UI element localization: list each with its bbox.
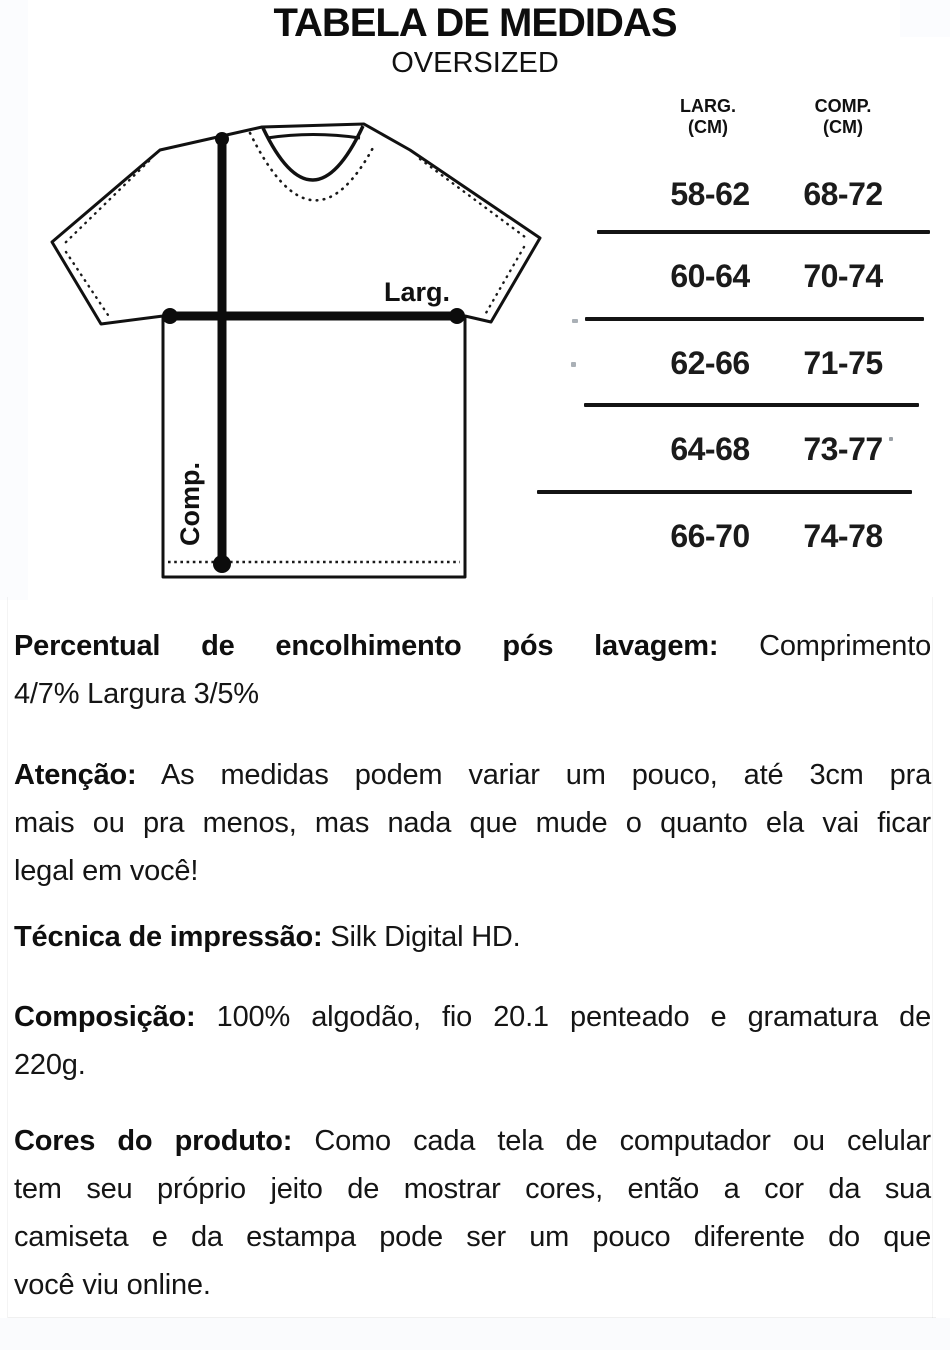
column-header-width	[638, 96, 778, 138]
note-text: Silk Digital HD.	[330, 921, 521, 953]
note-text: 220g.	[14, 1049, 86, 1081]
note-text: camiseta e da estampa pode ser um pouco diferente do que	[14, 1221, 931, 1253]
note-text: Comprimento	[759, 630, 931, 662]
note-line	[14, 1165, 931, 1213]
width-label: Larg.	[383, 277, 451, 307]
page-bottom-shade	[0, 1318, 950, 1350]
tshirt-diagram	[38, 100, 573, 595]
note-line	[14, 1041, 931, 1089]
product-colors-note	[14, 1117, 931, 1309]
page-title: TABELA DE MEDIDAS	[273, 1, 677, 45]
note-text: Como cada tela de computador ou celular	[314, 1125, 932, 1157]
card-border-bottom	[8, 1317, 936, 1318]
note-line	[14, 670, 931, 718]
note-lead: Cores do produto:	[14, 1125, 293, 1157]
row-divider	[597, 230, 930, 234]
note-lead: Composição:	[14, 1001, 196, 1033]
note-line	[14, 799, 931, 847]
note-lead: Técnica de impressão:	[14, 921, 323, 953]
composition-note	[14, 993, 931, 1089]
width-value: 66-70	[670, 518, 750, 554]
page-margin-shade	[0, 0, 28, 600]
width-value: 62-66	[670, 345, 750, 381]
width-measure-right-dot	[449, 308, 465, 324]
length-value: 74-78	[803, 518, 883, 554]
column-header-length-line2: (CM)	[823, 117, 863, 137]
note-text: As medidas podem variar um pouco, até 3cm pra	[160, 759, 931, 791]
width-value: 60-64	[670, 258, 750, 294]
note-line	[14, 1261, 931, 1309]
note-line	[14, 913, 931, 961]
length-value: 73-77	[803, 431, 883, 467]
note-line	[14, 622, 931, 670]
card-border-right	[932, 597, 933, 1318]
note-line	[14, 1117, 931, 1165]
note-text: legal em você!	[14, 855, 199, 887]
note-lead: Percentual de encolhimento pós lavagem:	[14, 630, 719, 662]
length-measure-bottom-dot	[213, 555, 231, 573]
attention-note	[14, 751, 931, 895]
column-header-width-line1: LARG.	[680, 96, 736, 116]
card-border-left	[7, 597, 8, 1318]
length-label: Comp.	[175, 462, 205, 546]
length-value: 70-74	[803, 258, 883, 294]
note-line	[14, 1213, 931, 1261]
note-text: 100% algodão, fio 20.1 penteado e gramatura de	[216, 1001, 932, 1033]
page-subtitle: OVERSIZED	[391, 47, 559, 79]
note-line	[14, 847, 931, 895]
row-divider	[585, 317, 924, 321]
note-line	[14, 751, 931, 799]
tshirt-outline	[52, 124, 540, 577]
width-value: 64-68	[670, 431, 750, 467]
note-text: 4/7% Largura 3/5%	[14, 678, 259, 710]
column-header-width-line2: (CM)	[688, 117, 728, 137]
column-header-length	[773, 96, 913, 138]
length-measure-top-dot	[215, 132, 229, 146]
note-text: tem seu próprio jeito de mostrar cores, então a cor da sua	[14, 1173, 931, 1205]
note-text: mais ou pra menos, mas nada que mude o quanto ela vai ficar	[14, 807, 931, 839]
length-value: 71-75	[803, 345, 883, 381]
row-divider	[584, 403, 919, 407]
row-divider	[537, 490, 912, 494]
shrinkage-note	[14, 622, 931, 718]
column-header-length-line1: COMP.	[814, 96, 872, 116]
note-line	[14, 993, 931, 1041]
print-technique-note	[14, 913, 931, 961]
note-lead: Atenção:	[14, 759, 137, 791]
length-value: 68-72	[803, 176, 883, 212]
note-text: você viu online.	[14, 1269, 211, 1301]
width-value: 58-62	[670, 176, 750, 212]
width-measure-left-dot	[162, 308, 178, 324]
